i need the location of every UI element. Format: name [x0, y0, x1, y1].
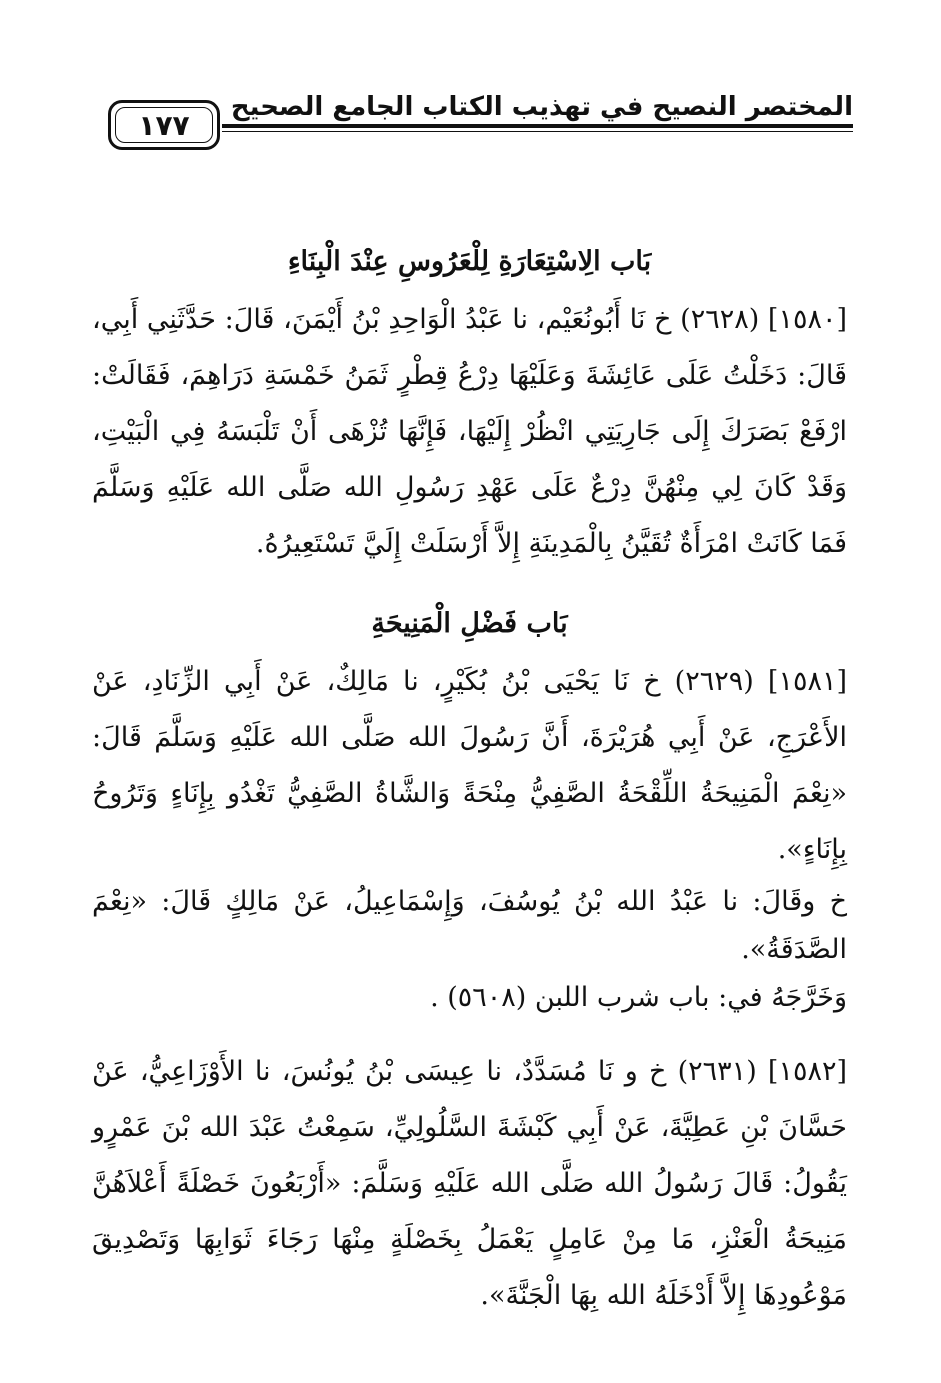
chapter-heading-istiara: بَاب الِاسْتِعَارَةِ لِلْعَرُوسِ عِنْدَ الْبِنَاءِ	[287, 246, 652, 277]
page-number: ١٧٧	[138, 108, 190, 142]
hadith-1581: [١٥٨١] (٢٦٢٩) خ نَا يَحْيَى بْنُ بُكَيْرٍ، نا مَالِكٌ، عَنْ أَبِي الزِّنَادِ، عَنْ الأَعْرَجِ، عَنْ أَبِي هُرَيْرَةَ، أَنَّ رَسُولَ الله صَلَّى الله عَلَيْهِ وَسَلَّمَ قَالَ: «نِعْمَ الْمَنِيحَةُ اللِّقْحَةُ الصَّفِيُّ مِنْحَةً وَالشَّاةُ الصَّفِيُّ تَغْدُو بِإِنَاءٍ وَتَرُوحُ بِإِنَاءٍ».	[92, 666, 847, 865]
page-content	[92, 232, 847, 1324]
running-header-title: المختصر النصيح في تهذيب الكتاب الجامع الصحيح	[230, 92, 853, 122]
hadith-1581-note-alt-chain: خ وقَالَ: نا عَبْدُ الله بْنُ يُوسُفَ، وَإِسْمَاعِيلُ، عَنْ مَالِكٍ قَالَ: «نِعْمَ الصَّدَقَةُ».	[92, 886, 847, 965]
header-rule-thick	[222, 124, 853, 128]
page-number-box	[108, 100, 220, 150]
hadith-1580: [١٥٨٠] (٢٦٢٨) خ نَا أَبُونُعَيْم، نا عَبْدُ الْوَاحِدِ بْنُ أَيْمَنَ، قَالَ: حَدَّثَنِي أَبِي، قَالَ: دَخَلْتُ عَلَى عَائِشَةَ وَعَلَيْهَا دِرْعُ قِطْرٍ ثَمَنُ خَمْسَةِ دَرَاهِمَ، فَقَالَتْ: ارْفَعْ بَصَرَكَ إِلَى جَارِيَتِي انْظُرْ إِلَيْهَا، فَإِنَّهَا تُزْهَى أَنْ تَلْبَسَهُ فِي الْبَيْتِ، وَقَدْ كَانَ لِي مِنْهُنَّ دِرْعٌ عَلَى عَهْدِ رَسُولِ الله صَلَّى الله عَلَيْهِ وَسَلَّمَ فَمَا كَانَتْ امْرَأَةٌ تُقَيَّنُ بِالْمَدِينَةِ إِلاَّ أَرْسَلَتْ إِلَيَّ تَسْتَعِيرُهُ.	[92, 304, 848, 559]
hadith-1581-note-cross-ref: وَخَرَّجَهُ في: باب شرب اللبن (٥٦٠٨) .	[430, 982, 847, 1013]
hadith-1582: [١٥٨٢] (٢٦٣١) خ و نَا مُسَدَّدٌ، نا عِيسَى بْنُ يُونُسَ، نا الأَوْزَاعِيُّ، عَنْ حَسَّانَ بْنِ عَطِيَّةَ، عَنْ أَبِي كَبْشَةَ السَّلُولِيِّ، سَمِعْتُ عَبْدَ الله بْنَ عَمْرٍو يَقُولُ: قَالَ رَسُولُ الله صَلَّى الله عَلَيْهِ وَسَلَّمَ: «أَرْبَعُونَ خَصْلَةً أَعْلاَهُنَّ مَنِيحَةُ الْعَنْزِ، مَا مِنْ عَامِلٍ يَعْمَلُ بِخَصْلَةٍ مِنْهَا رَجَاءَ ثَوَابِهَا وَتَصْدِيقَ مَوْعُودِهَا إِلاَّ أَدْخَلَهُ الله بِهَا الْجَنَّةَ».	[92, 1056, 847, 1311]
section-spacer	[92, 572, 847, 594]
chapter-heading-maniha: بَاب فَضْلِ الْمَنِيحَةِ	[371, 608, 568, 639]
header-rule-thin	[222, 131, 853, 132]
section-spacer	[92, 1022, 847, 1044]
